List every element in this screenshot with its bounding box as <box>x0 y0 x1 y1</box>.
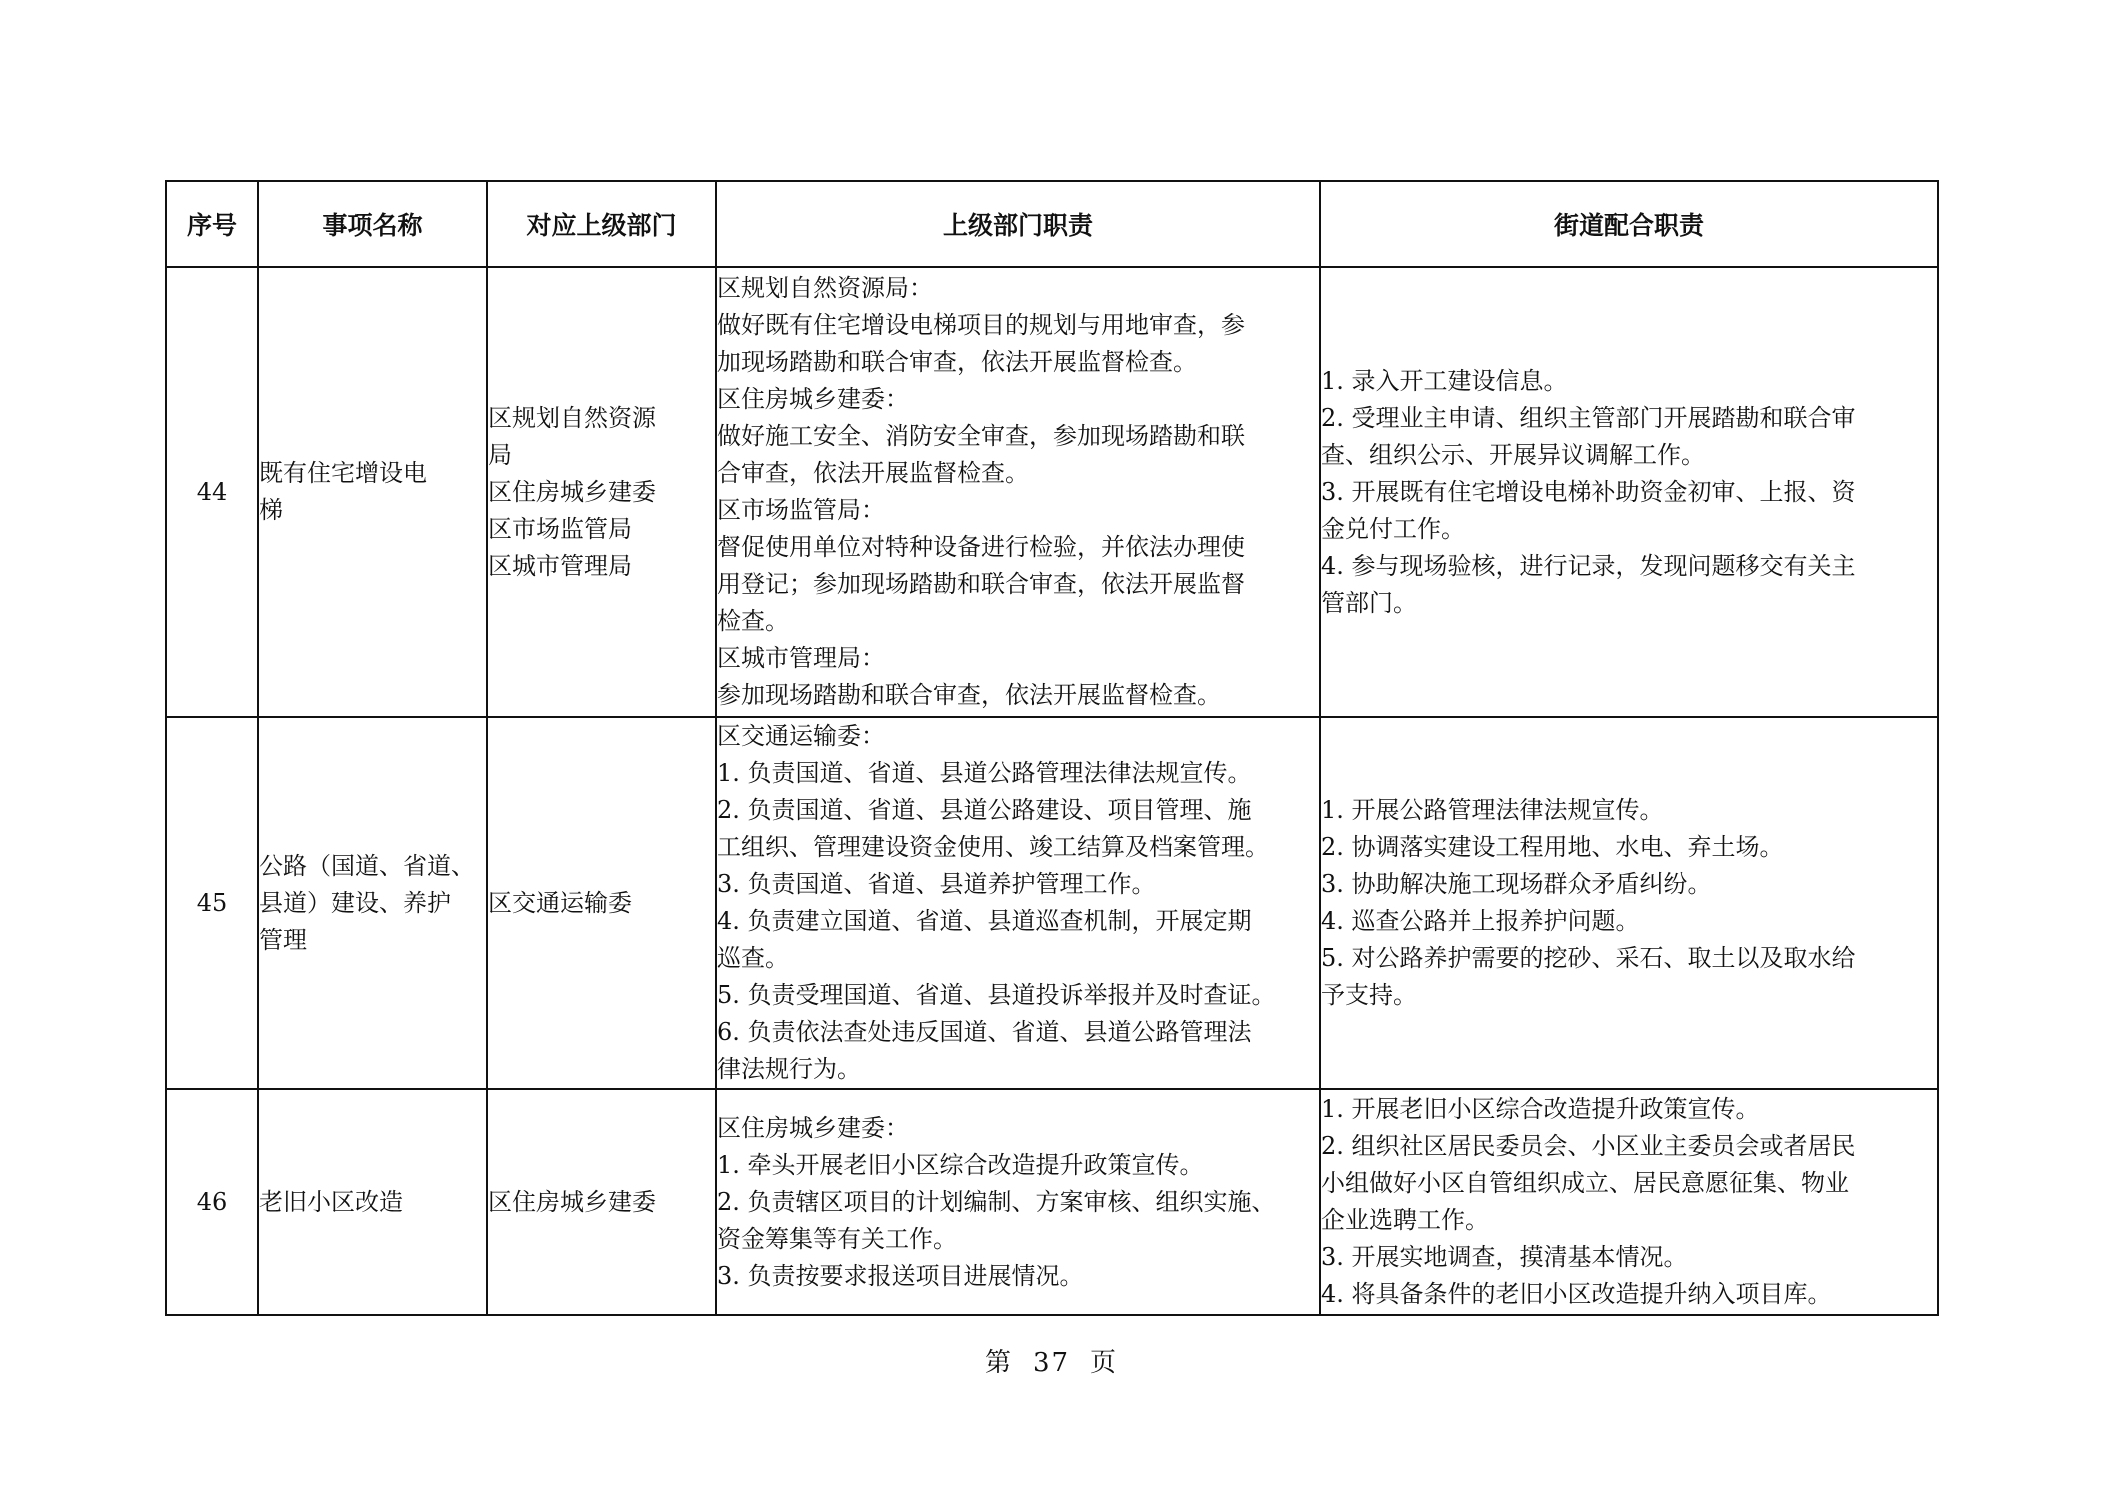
text-line: 梯 <box>259 496 283 524</box>
text-line: 6. 负责依法查处违反国道、省道、县道公路管理法 <box>717 1018 1252 1046</box>
text-line: 县道）建设、养护 <box>259 888 451 917</box>
text-line: 2. 协调落实建设工程用地、水电、弃土场。 <box>1321 833 1784 861</box>
text-line: 企业选聘工作。 <box>1321 1206 1489 1234</box>
row-street-duty <box>1320 1089 1938 1315</box>
header-street-duty: 街道配合职责 <box>1320 181 1938 267</box>
text-line: 3. 开展既有住宅增设电梯补助资金初审、上报、资 <box>1321 477 1856 506</box>
row-item-name <box>258 267 487 717</box>
row-street-duty <box>1320 717 1938 1089</box>
text-line: 2. 负责辖区项目的计划编制、方案审核、组织实施、 <box>717 1187 1276 1216</box>
text-line: 管部门。 <box>1321 588 1417 617</box>
responsibility-table <box>165 180 1939 1316</box>
text-line: 老旧小区改造 <box>259 1187 403 1216</box>
text-line: 区市场监管局： <box>717 496 885 524</box>
text-line: 做好施工安全、消防安全审查，参加现场踏勘和联 <box>717 422 1245 450</box>
text-line: 区住房城乡建委 <box>488 1187 656 1216</box>
text-line: 局 <box>488 440 512 469</box>
text-line: 既有住宅增设电 <box>259 459 427 487</box>
text-line: 巡查。 <box>717 944 789 972</box>
row-serial: 46 <box>166 1089 258 1315</box>
text-line: 2. 负责国道、省道、县道公路建设、项目管理、施 <box>717 796 1252 824</box>
text-line: 区市场监管局 <box>488 514 632 543</box>
row-item-name <box>258 717 487 1089</box>
text-line: 公路（国道、省道、 <box>259 851 475 880</box>
text-line: 3. 负责国道、省道、县道养护管理工作。 <box>717 870 1156 898</box>
text-line: 予支持。 <box>1321 981 1417 1009</box>
row-serial: 45 <box>166 717 258 1089</box>
text-line: 区交通运输委 <box>488 888 632 917</box>
text-line: 律法规行为。 <box>717 1055 861 1083</box>
text-line: 督促使用单位对特种设备进行检验，并依法办理使 <box>717 533 1245 561</box>
row-superior-duty <box>716 267 1320 717</box>
header-serial: 序号 <box>166 181 258 267</box>
text-line: 4. 巡查公路并上报养护问题。 <box>1321 907 1640 935</box>
text-line: 区住房城乡建委： <box>717 385 909 413</box>
table-header-row <box>166 181 1938 267</box>
text-line: 工组织、管理建设资金使用、竣工结算及档案管理。 <box>717 833 1269 861</box>
header-superior-duty: 上级部门职责 <box>716 181 1320 267</box>
row-street-duty <box>1320 267 1938 717</box>
text-line: 区城市管理局： <box>717 644 885 672</box>
row-superior-duty <box>716 717 1320 1089</box>
header-superior-dept: 对应上级部门 <box>487 181 716 267</box>
text-line: 2. 受理业主申请、组织主管部门开展踏勘和联合审 <box>1321 403 1856 432</box>
text-line: 区规划自然资源局： <box>717 274 933 302</box>
text-line: 2. 组织社区居民委员会、小区业主委员会或者居民 <box>1321 1132 1856 1160</box>
text-line: 资金筹集等有关工作。 <box>717 1224 957 1253</box>
text-line: 1. 牵头开展老旧小区综合改造提升政策宣传。 <box>717 1150 1204 1179</box>
text-line: 区交通运输委： <box>717 722 885 750</box>
text-line: 4. 负责建立国道、省道、县道巡查机制，开展定期 <box>717 907 1252 935</box>
row-superior-dept <box>487 267 716 717</box>
text-line: 1. 开展公路管理法律法规宣传。 <box>1321 796 1664 824</box>
row-serial: 44 <box>166 267 258 717</box>
page-number: 37 <box>1032 1348 1071 1378</box>
text-line: 5. 对公路养护需要的挖砂、采石、取土以及取水给 <box>1321 944 1856 972</box>
text-line: 用登记；参加现场踏勘和联合审查，依法开展监督 <box>717 570 1245 598</box>
row-superior-duty <box>716 1089 1320 1315</box>
row-superior-dept <box>487 717 716 1089</box>
text-line: 4. 参与现场验核，进行记录，发现问题移交有关主 <box>1321 551 1856 580</box>
text-line: 3. 开展实地调查，摸清基本情况。 <box>1321 1243 1688 1271</box>
text-line: 合审查，依法开展监督检查。 <box>717 459 1029 487</box>
text-line: 区住房城乡建委： <box>717 1113 909 1142</box>
text-line: 管理 <box>259 925 307 954</box>
page-number-prefix: 第 <box>984 1348 1013 1378</box>
text-line: 做好既有住宅增设电梯项目的规划与用地审查，参 <box>717 311 1245 339</box>
row-item-name <box>258 1089 487 1315</box>
text-line: 1. 录入开工建设信息。 <box>1321 366 1568 395</box>
text-line: 1. 开展老旧小区综合改造提升政策宣传。 <box>1321 1095 1760 1123</box>
text-line: 3. 负责按要求报送项目进展情况。 <box>717 1261 1084 1290</box>
text-line: 加现场踏勘和联合审查，依法开展监督检查。 <box>717 348 1197 376</box>
text-line: 区规划自然资源 <box>488 403 656 432</box>
table-row <box>166 267 1938 717</box>
text-line: 检查。 <box>717 607 789 635</box>
text-line: 3. 协助解决施工现场群众矛盾纠纷。 <box>1321 870 1712 898</box>
text-line: 小组做好小区自管组织成立、居民意愿征集、物业 <box>1321 1169 1849 1197</box>
text-line: 区住房城乡建委 <box>488 477 656 506</box>
table-row <box>166 1089 1938 1315</box>
row-superior-dept <box>487 1089 716 1315</box>
text-line: 参加现场踏勘和联合审查，依法开展监督检查。 <box>717 681 1221 709</box>
text-line: 区城市管理局 <box>488 551 632 580</box>
table-row <box>166 717 1938 1089</box>
text-line: 4. 将具备条件的老旧小区改造提升纳入项目库。 <box>1321 1280 1832 1308</box>
header-item-name: 事项名称 <box>258 181 487 267</box>
page-number-suffix: 页 <box>1090 1348 1119 1378</box>
text-line: 1. 负责国道、省道、县道公路管理法律法规宣传。 <box>717 759 1252 787</box>
text-line: 查、组织公示、开展异议调解工作。 <box>1321 440 1705 469</box>
text-line: 金兑付工作。 <box>1321 514 1465 543</box>
text-line: 5. 负责受理国道、省道、县道投诉举报并及时查证。 <box>717 981 1276 1009</box>
page-footer <box>0 1342 2103 1379</box>
